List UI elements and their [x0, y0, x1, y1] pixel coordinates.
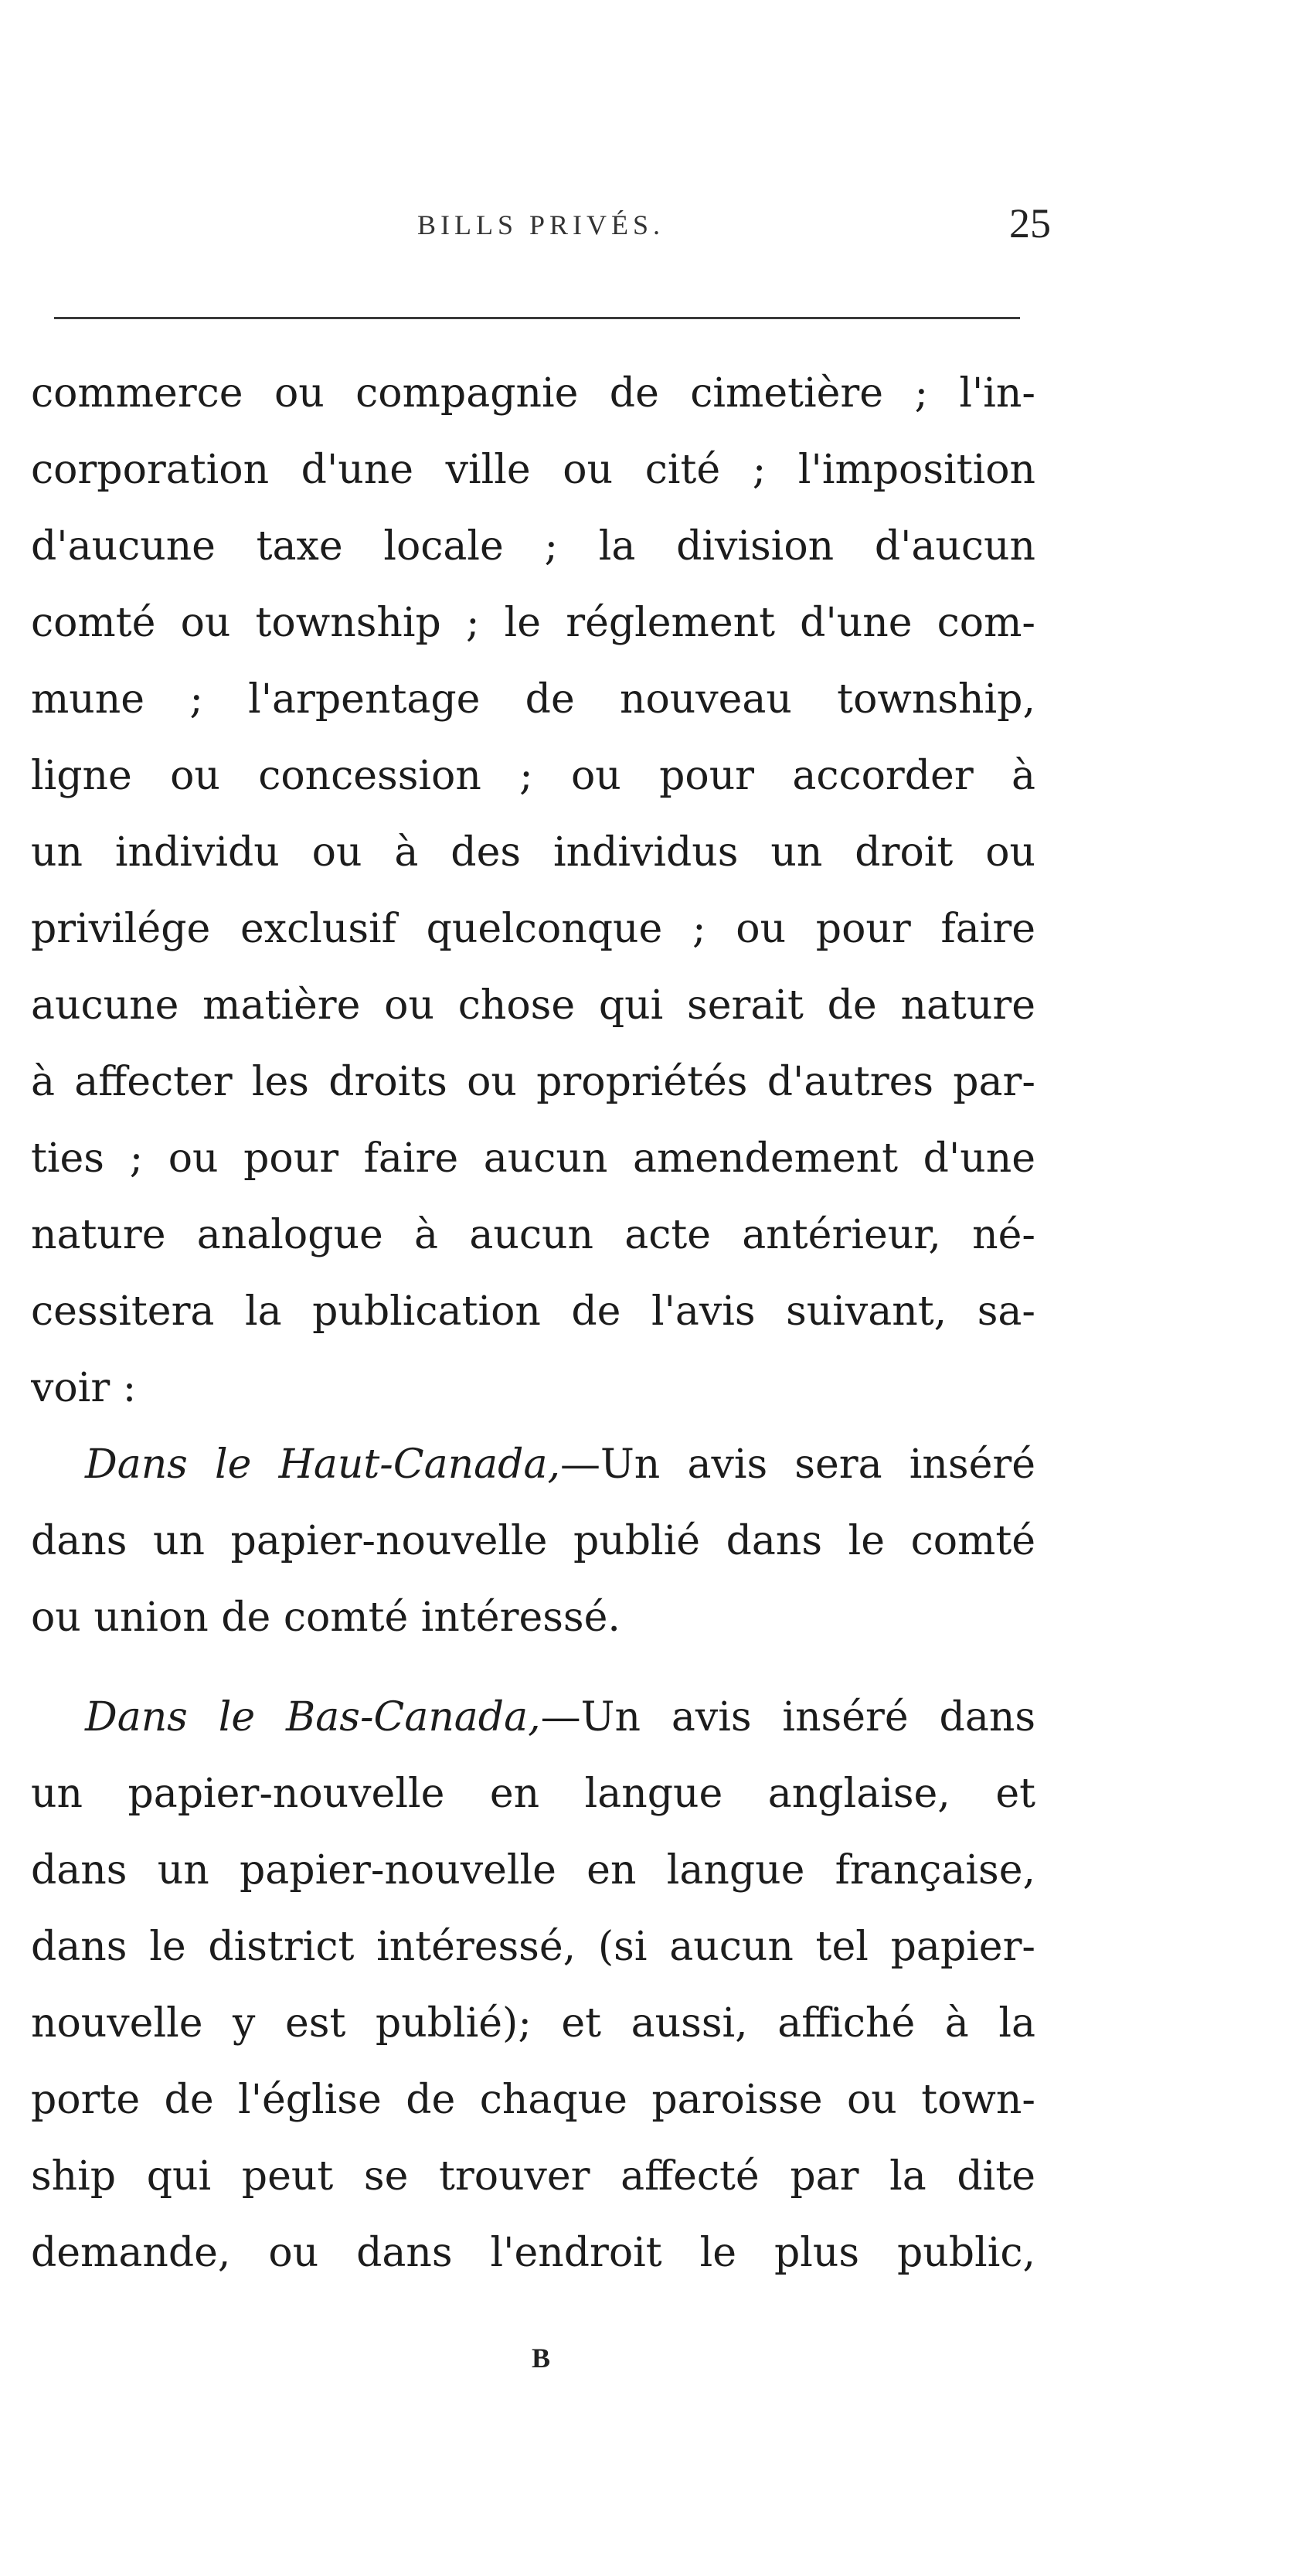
text-line: à affecter les droits ou propriétés d'autres par- [31, 1059, 1035, 1105]
text-line: ligne ou concession ; ou pour accorder à [31, 753, 1035, 799]
text-line [31, 1427, 1035, 1503]
italic-lead: Dans le Haut-Canada, [85, 1441, 560, 1488]
text-line: mune ; l'arpentage de nouveau township, [31, 676, 1035, 723]
text-line: un papier-nouvelle en langue anglaise, et [31, 1771, 1035, 1817]
text-line: d'aucune taxe locale ; la division d'aucun [31, 523, 1035, 570]
running-head [31, 200, 1051, 255]
body-text [31, 356, 1035, 2292]
text-line: ou union de comté intéressé. [31, 1594, 620, 1641]
text-line: corporation d'une ville ou cité ; l'imposition [31, 447, 1035, 493]
text-line: dans un papier-nouvelle en langue française, [31, 1847, 1035, 1894]
text-line: cessitera la publication de l'avis suivant, sa- [31, 1288, 1035, 1335]
text-line: ties ; ou pour faire aucun amendement d'une [31, 1135, 1035, 1182]
running-title: BILLS PRIVÉS. [416, 209, 665, 240]
text-line: ship qui peut se trouver affecté par la dite [31, 2153, 1035, 2200]
text-line: porte de l'église de chaque paroisse ou town- [31, 2077, 1035, 2123]
line-rest: —Un avis sera inséré [559, 1441, 1035, 1488]
text-line: aucune matière ou chose qui serait de nature [31, 982, 1035, 1029]
text-line: privilége exclusif quelconque ; ou pour faire [31, 906, 1035, 952]
text-line: commerce ou compagnie de cimetière ; l'in- [31, 370, 1035, 417]
text-line [31, 1679, 1035, 1756]
text-line: demande, ou dans l'endroit le plus public, [31, 2230, 1035, 2276]
text-line: voir : [31, 1365, 137, 1411]
page-number: 25 [1009, 200, 1051, 247]
paragraph-3 [31, 1679, 1035, 2292]
paragraph-1 [31, 356, 1035, 1427]
paragraph-2 [31, 1427, 1035, 1656]
text-line: dans un papier-nouvelle publié dans le comté [31, 1518, 1035, 1564]
italic-lead: Dans le Bas-Canada, [85, 1694, 541, 1741]
line-rest: —Un avis inséré dans [540, 1694, 1035, 1741]
text-line: dans le district intéressé, (si aucun tel papier- [31, 1924, 1035, 1970]
signature-mark: B [531, 2343, 550, 2374]
paragraph-gap [31, 1656, 1035, 1679]
text-line: nature analogue à aucun acte antérieur, né- [31, 1212, 1035, 1258]
text-line: un individu ou à des individus un droit ou [31, 829, 1035, 876]
text-line: comté ou township ; le réglement d'une com- [31, 600, 1035, 646]
text-line: nouvelle y est publié); et aussi, affiché à la [31, 2000, 1035, 2047]
header-rule [54, 317, 1020, 319]
